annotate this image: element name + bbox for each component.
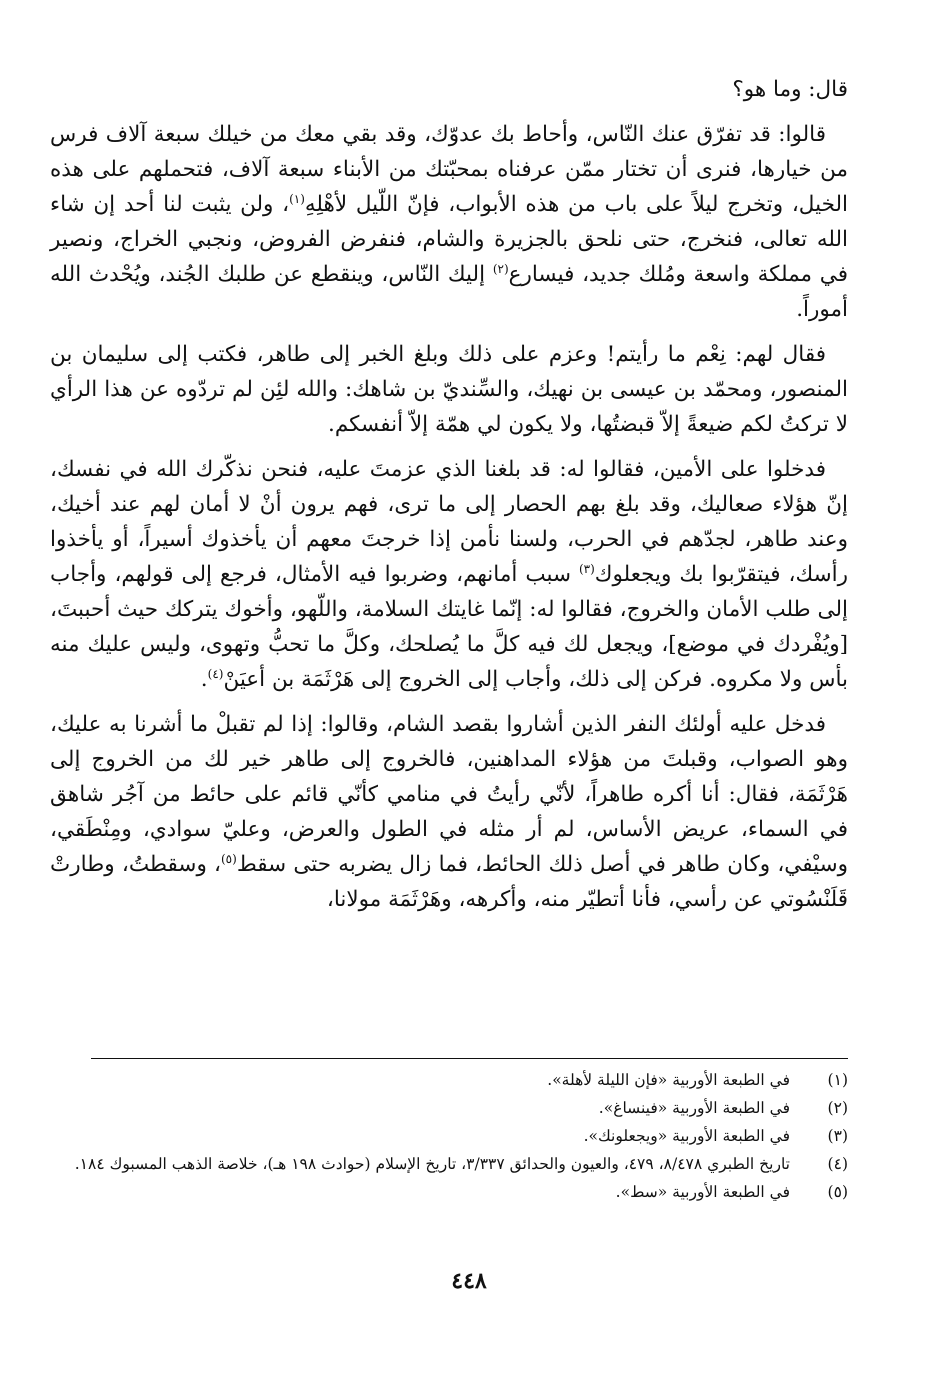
footnote-item xyxy=(50,1068,848,1093)
paragraph-text: قالوا: قد تفرّق عنك النّاس، وأحاط بك عدوّك، وقد بقي معك من خيلك سبعة آلاف فرس من خيارها، فنرى أن تختار ممّن عرفناه بمحبّتك من الأبناء سبعة آلاف، فتحملهم على هذه الخيل، وتخرج ليلاً على باب من هذه الأبواب، فإنّ اللّيل لأهْلِهِ xyxy=(50,122,848,217)
main-text xyxy=(50,72,848,927)
page-number: ٤٤٨ xyxy=(451,1268,487,1294)
paragraph xyxy=(50,452,848,697)
footnote-item xyxy=(50,1096,848,1121)
paragraph-text: ، ولن يثبت لنا أحد إن شاء الله تعالى، فنخرج، حتى نلحق بالجزيرة والشام، فنفرض الفروض، ونجبي الخراج، ونصير في مملكة واسعة ومُلك جديد، فيسارع xyxy=(50,192,848,287)
footnotes xyxy=(50,1068,848,1208)
footnote-item xyxy=(50,1152,848,1177)
footnote-item xyxy=(50,1124,848,1149)
paragraph-text: سبب أمانهم، وضربوا فيه الأمثال، فرجع إلى قولهم، وأجاب إلى طلب الأمان والخروج، فقالوا له: إنّما غايتك السلامة، واللّهو، وأخوك يتركك حيث أحببتَ، [ويُفْردك في موضع]، ويجعل لك فيه كلَّ ما يُصلحك، وكلَّ ما تحبُّ وتهوى، وليس عليك منه بأس ولا مكروه. فركن إلى ذلك، وأجاب إلى الخروج إلى هَرْثَمَة بن أعيَنْ xyxy=(50,562,848,692)
paragraph xyxy=(50,707,848,917)
paragraph-text: إليك النّاس، وينقطع عن طلبك الجُند، ويُحْدث الله أموراً. xyxy=(50,262,848,322)
paragraph-text: فدخل عليه أولئك النفر الذين أشاروا بقصد الشام، وقالوا: إذا لم تقبلْ ما أشرنا به عليك، وهو الصواب، وقبلتَ من هؤلاء المداهنين، فالخروج إلى طاهر خير لك من الخروج إلى هَرْثَمَة، فقال: أنا أكره طاهراً، لأنّي رأيتُ في منامي كأنّي قائم على حائط من آجُر شاهق في السماء، عريض الأساس، لم أر مثله في الطول والعرض، وعليّ سوادي، ومِنْطَقي، وسيْفي، وكان طاهر في أصل ذلك الحائط، فما زال يضربه حتى سقط xyxy=(50,712,848,877)
footnote-number: (٢) xyxy=(827,1099,848,1117)
footnote-text: في الطبعة الأوربية «ويجعلونك». xyxy=(583,1127,790,1145)
paragraph xyxy=(50,337,848,442)
footnote-marker[interactable]: (٢) xyxy=(492,261,509,276)
paragraph-text: ، وسقطتُ، وطارتْ قَلَنْسُوتي عن رأسي، فأنا أتطيّر منه، وأكرهه، وهَرْثَمَة مولانا، xyxy=(50,852,848,912)
footnote-text: في الطبعة الأوربية «سط». xyxy=(615,1183,790,1201)
paragraph xyxy=(50,72,848,107)
footnote-marker[interactable]: (١) xyxy=(289,191,305,206)
paragraph-text: فقال لهم: نِعْم ما رأيتم! وعزم على ذلك وبلغ الخبر إلى طاهر، فكتب إلى سليمان بن المنصور، ومحمّد بن عيسى بن نهيك، والسِّنديّ بن شاهك: والله لئِن لم تردّوه عن هذا الرأي لا تركتُ لكم ضيعةً إلاّ قبضتُها، ولا يكون لي همّة إلاّ أنفسكم. xyxy=(50,342,848,437)
footnote-number: (٤) xyxy=(827,1155,848,1173)
paragraph xyxy=(50,117,848,327)
footnote-number: (٣) xyxy=(827,1127,848,1145)
footnote-text: في الطبعة الأوربية «فينساغ». xyxy=(598,1099,790,1117)
footnote-text: تاريخ الطبري ٨/٤٧٨، ٤٧٩، والعيون والحدائق ٣/٣٣٧، تاريخ الإسلام (حوادث ١٩٨ هـ)، خلاصة الذهب المسبوك ١٨٤. xyxy=(74,1155,790,1173)
footnote-number: (١) xyxy=(827,1071,848,1089)
footnote-marker[interactable]: (٣) xyxy=(578,561,595,576)
footnote-marker[interactable]: (٥) xyxy=(220,851,237,866)
footnote-item xyxy=(50,1180,848,1205)
footnote-divider xyxy=(91,1058,848,1059)
footnote-text: في الطبعة الأوربية «فإن الليلة لأهلة». xyxy=(547,1071,790,1089)
footnote-number: (٥) xyxy=(827,1183,848,1201)
paragraph-text: فدخلوا على الأمين، فقالوا له: قد بلغنا الذي عزمتَ عليه، فنحن نذكّرك الله في نفسك، إنّ هؤلاء صعاليك، وقد بلغ بهم الحصار إلى ما ترى، فهم يرون أنْ لا أمان لهم عند أخيك، وعند طاهر، لجدّهم في الحرب، ولسنا نأمن إذا خرجتَ معهم أن يأخذوك أسيراً، أو يأخذوا رأسك، فيتقرّبوا بك ويجعلوك xyxy=(50,457,848,587)
paragraph-text: . xyxy=(200,667,208,692)
footnote-marker[interactable]: (٤) xyxy=(207,666,224,681)
paragraph-text: قال: وما هو؟ xyxy=(732,77,848,102)
